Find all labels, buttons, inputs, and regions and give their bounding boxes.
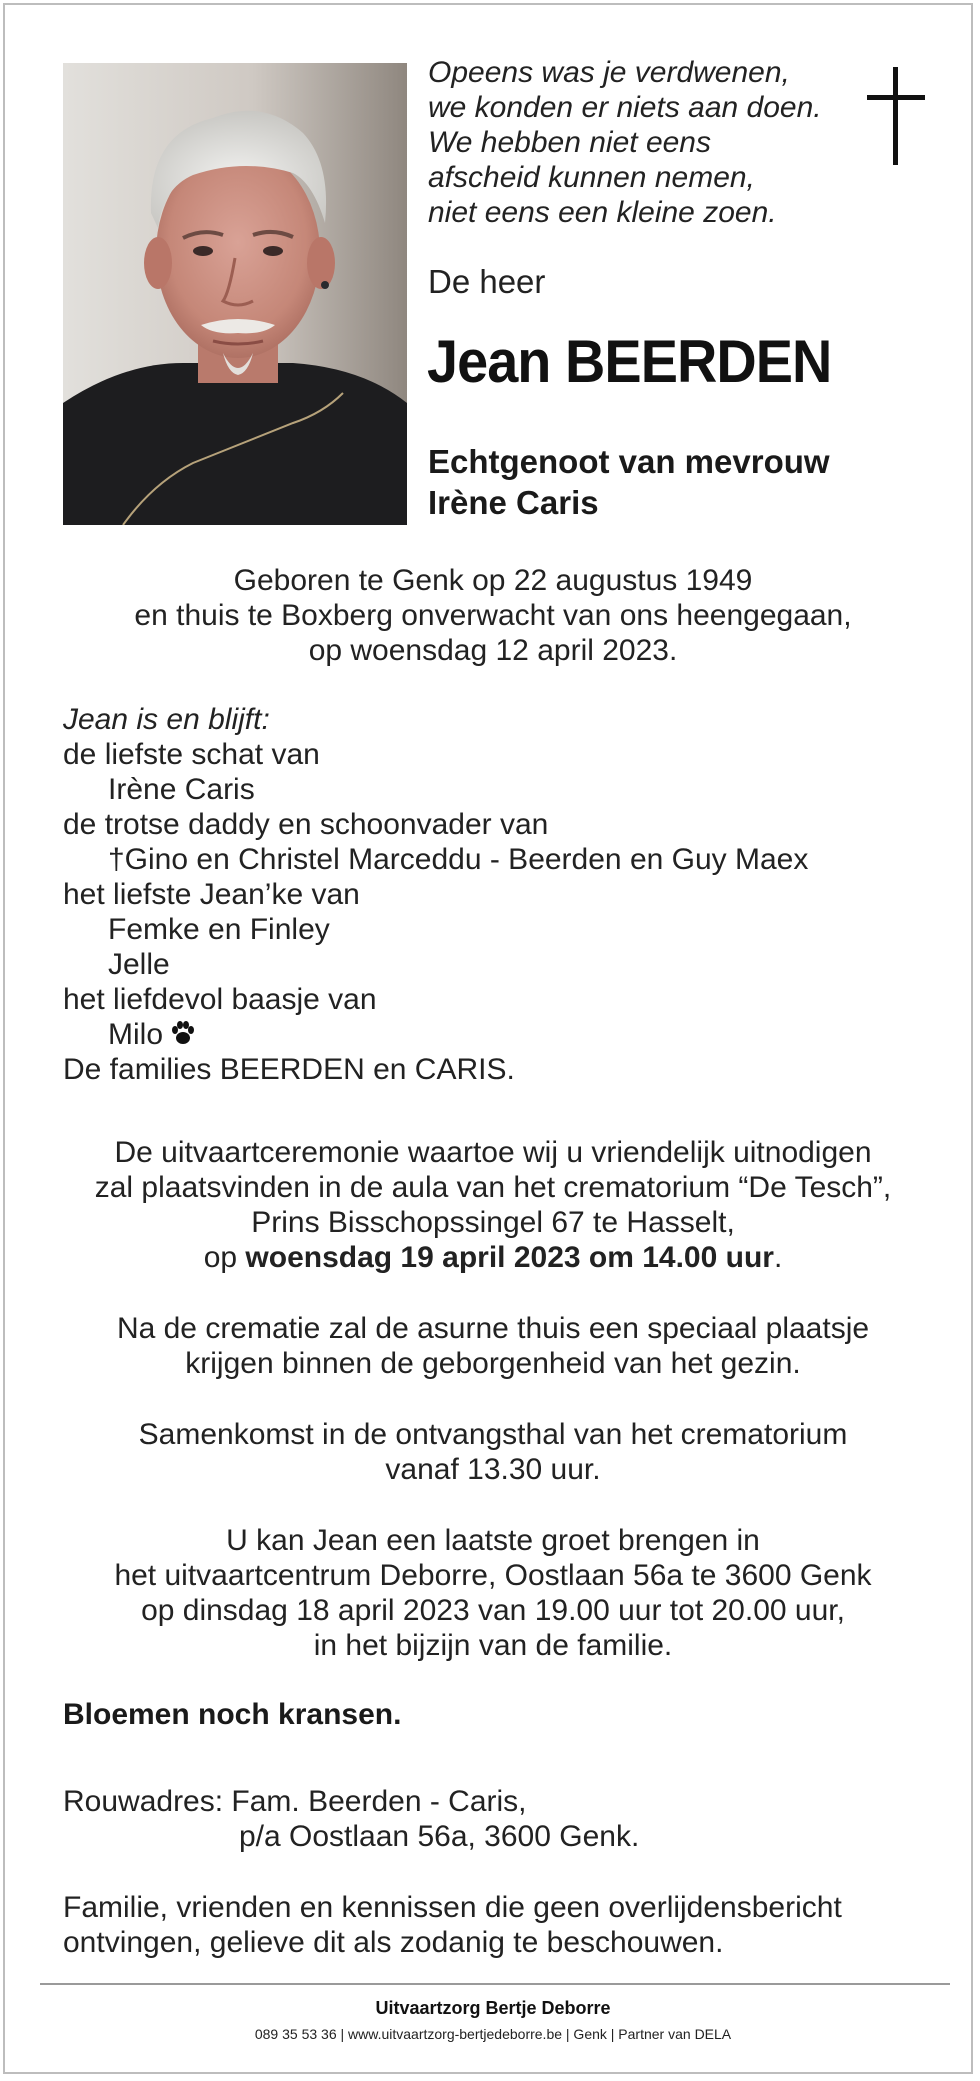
family-list [63,702,808,1087]
paw-icon [169,1019,197,1047]
poem-line: afscheid kunnen nemen, [428,161,755,194]
ceremony-info [45,1135,941,1275]
visit-line: U kan Jean een laatste groet brengen in [226,1524,760,1557]
birth-line: en thuis te Boxberg onverwacht van ons heengegaan, [134,599,852,632]
honorific: De heer [428,263,546,300]
spouse-name: Irène Caris [428,484,599,521]
footer-contact: 089 35 53 36 | www.uitvaartzorg-bertjedeborre.be | Genk | Partner van DELA [254,2026,732,2042]
poem-line: niet eens een kleine zoen. [428,196,777,229]
closing-notice [63,1890,842,1960]
poem [428,55,858,230]
ceremony-line: zal plaatsvinden in de aula van het crematorium “De Tesch”, [94,1171,892,1204]
footer-company: Uitvaartzorg Bertje Deborre [375,1998,611,2018]
mourning-address [63,1784,639,1854]
visit-line: in het bijzijn van de familie. [313,1629,673,1662]
spouse-line: Echtgenoot van mevrouw [428,443,830,480]
poem-line: we konden er niets aan doen. [428,91,822,124]
family-member: Jelle [108,948,170,981]
family-member: Femke en Finley [108,913,330,946]
visit-line: het uitvaartcentrum Deborre, Oostlaan 56a te 3600 Genk [114,1559,872,1592]
ceremony-prefix: op [203,1241,246,1274]
portrait-photo [63,63,407,525]
cremation-line: krijgen binnen de geborgenheid van het gezin. [185,1347,801,1380]
birth-death-info [45,563,941,668]
obituary-card [3,3,973,2074]
footer-divider [40,1983,950,1985]
address-line: Rouwadres: Fam. Beerden - Caris, [63,1785,527,1818]
family-line: de trotse daddy en schoonvader van [63,808,549,841]
family-line: de liefste schat van [63,738,320,771]
ceremony-suffix: . [773,1241,783,1274]
birth-line: op woensdag 12 april 2023. [308,634,678,667]
gathering-line: vanaf 13.30 uur. [385,1453,601,1486]
deceased-name: Jean BEERDEN [427,328,832,395]
poem-line: We hebben niet eens [428,126,711,159]
visit-line: op dinsdag 18 april 2023 van 19.00 uur tot 20.00 uur, [141,1594,845,1627]
ceremony-date-bold: woensdag 19 april 2023 om 14.00 uur [245,1241,774,1274]
ceremony-datetime [45,1240,941,1275]
family-member-pet [63,1017,808,1052]
gathering-info [45,1417,941,1487]
cremation-info [45,1311,941,1381]
spouse-info [428,441,830,523]
visitation-info [45,1523,941,1663]
pet-name: Milo [108,1018,164,1051]
gathering-line: Samenkomst in de ontvangsthal van het crematorium [138,1418,848,1451]
address-line: p/a Oostlaan 56a, 3600 Genk. [239,1820,640,1853]
family-line: het liefste Jean’ke van [63,878,360,911]
ceremony-line: De uitvaartceremonie waartoe wij u vriendelijk uitnodigen [114,1136,872,1169]
family-member: Irène Caris [108,773,255,806]
family-intro: Jean is en blijft: [63,703,270,736]
family-line: het liefdevol baasje van [63,983,377,1016]
family-member: †Gino en Christel Marceddu - Beerden en Guy Maex [108,843,809,876]
birth-line: Geboren te Genk op 22 augustus 1949 [233,564,753,597]
notice-line: ontvingen, gelieve dit als zodanig te beschouwen. [63,1926,724,1959]
poem-line: Opeens was je verdwenen, [428,56,790,89]
flowers-notice: Bloemen noch kransen. [63,1698,402,1731]
cremation-line: Na de crematie zal de asurne thuis een speciaal plaatsje [116,1312,870,1345]
cross-icon [867,67,925,165]
family-line: De families BEERDEN en CARIS. [63,1053,515,1086]
notice-line: Familie, vrienden en kennissen die geen overlijdensbericht [63,1891,842,1924]
ceremony-line: Prins Bisschopssingel 67 te Hasselt, [251,1206,735,1239]
